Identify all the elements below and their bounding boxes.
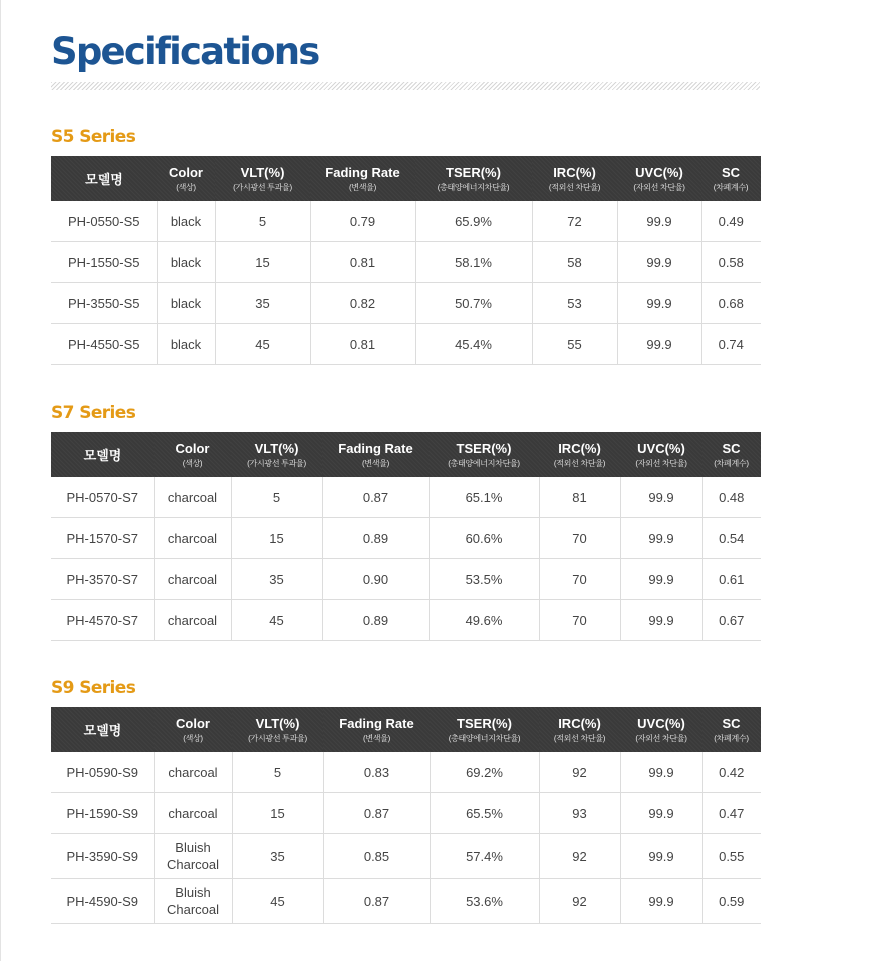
cell-uvc: 99.9 xyxy=(620,752,702,793)
header-uvc: UVC(%) (자외선 차단율) xyxy=(617,156,701,201)
series-title: S7 Series xyxy=(51,403,136,423)
cell-sc: 0.67 xyxy=(702,600,761,641)
spec-table xyxy=(51,156,761,365)
cell-tser: 65.9% xyxy=(415,201,532,242)
table-row xyxy=(51,201,761,242)
cell-irc: 93 xyxy=(539,793,620,834)
cell-sc: 0.54 xyxy=(702,518,761,559)
cell-fading: 0.81 xyxy=(310,324,415,365)
cell-fading: 0.87 xyxy=(323,793,430,834)
cell-vlt: 15 xyxy=(232,793,323,834)
cell-tser: 53.6% xyxy=(430,879,539,924)
cell-uvc: 99.9 xyxy=(620,518,702,559)
header-sc: SC (차폐계수) xyxy=(702,432,761,477)
table-row xyxy=(51,559,761,600)
cell-sc: 0.47 xyxy=(702,793,761,834)
cell-model: PH-1570-S7 xyxy=(51,518,154,559)
series-s7 xyxy=(51,402,761,641)
cell-vlt: 15 xyxy=(231,518,322,559)
cell-color: charcoal xyxy=(154,600,231,641)
cell-model: PH-1590-S9 xyxy=(51,793,154,834)
cell-model: PH-4590-S9 xyxy=(51,879,154,924)
header-irc: IRC(%) (적외선 차단율) xyxy=(539,432,620,477)
table-header-row xyxy=(51,156,761,201)
cell-sc: 0.42 xyxy=(702,752,761,793)
table-row xyxy=(51,283,761,324)
series-s9 xyxy=(51,677,761,924)
cell-tser: 45.4% xyxy=(415,324,532,365)
cell-fading: 0.90 xyxy=(322,559,429,600)
cell-model: PH-0550-S5 xyxy=(51,201,157,242)
header-fading: Fading Rate (변색율) xyxy=(310,156,415,201)
cell-fading: 0.87 xyxy=(322,477,429,518)
table-row xyxy=(51,518,761,559)
table-row xyxy=(51,752,761,793)
cell-sc: 0.55 xyxy=(702,834,761,879)
cell-irc: 70 xyxy=(539,559,620,600)
table-row xyxy=(51,242,761,283)
cell-uvc: 99.9 xyxy=(620,477,702,518)
cell-sc: 0.48 xyxy=(702,477,761,518)
cell-tser: 53.5% xyxy=(429,559,539,600)
table-row xyxy=(51,477,761,518)
cell-uvc: 99.9 xyxy=(617,324,701,365)
cell-irc: 55 xyxy=(532,324,617,365)
cell-model: PH-0590-S9 xyxy=(51,752,154,793)
cell-model: PH-4550-S5 xyxy=(51,324,157,365)
cell-color: charcoal xyxy=(154,477,231,518)
header-irc: IRC(%) (적외선 차단율) xyxy=(532,156,617,201)
cell-tser: 69.2% xyxy=(430,752,539,793)
cell-vlt: 5 xyxy=(232,752,323,793)
page-left-border xyxy=(0,0,1,961)
table-row xyxy=(51,834,761,879)
table-header-row xyxy=(51,707,761,752)
cell-color: black xyxy=(157,324,215,365)
header-vlt: VLT(%) (가시광선 투과율) xyxy=(231,432,322,477)
cell-fading: 0.79 xyxy=(310,201,415,242)
cell-tser: 65.1% xyxy=(429,477,539,518)
cell-tser: 49.6% xyxy=(429,600,539,641)
cell-vlt: 5 xyxy=(231,477,322,518)
cell-vlt: 35 xyxy=(232,834,323,879)
cell-color: charcoal xyxy=(154,793,232,834)
cell-irc: 70 xyxy=(539,600,620,641)
cell-uvc: 99.9 xyxy=(617,283,701,324)
cell-uvc: 99.9 xyxy=(620,559,702,600)
header-tser: TSER(%) (총태양에너지차단율) xyxy=(429,432,539,477)
header-tser: TSER(%) (총태양에너지차단율) xyxy=(430,707,539,752)
cell-irc: 70 xyxy=(539,518,620,559)
cell-uvc: 99.9 xyxy=(620,793,702,834)
cell-tser: 58.1% xyxy=(415,242,532,283)
cell-irc: 72 xyxy=(532,201,617,242)
cell-fading: 0.83 xyxy=(323,752,430,793)
header-color: Color (색상) xyxy=(154,707,232,752)
cell-model: PH-0570-S7 xyxy=(51,477,154,518)
cell-fading: 0.82 xyxy=(310,283,415,324)
cell-vlt: 45 xyxy=(215,324,310,365)
cell-vlt: 5 xyxy=(215,201,310,242)
table-row xyxy=(51,879,761,924)
cell-model: PH-3570-S7 xyxy=(51,559,154,600)
cell-color: charcoal xyxy=(154,518,231,559)
cell-uvc: 99.9 xyxy=(620,600,702,641)
header-color: Color (색상) xyxy=(157,156,215,201)
header-model: 모델명 xyxy=(51,707,154,752)
cell-color: black xyxy=(157,201,215,242)
cell-tser: 60.6% xyxy=(429,518,539,559)
cell-fading: 0.89 xyxy=(322,518,429,559)
cell-fading: 0.89 xyxy=(322,600,429,641)
table-row xyxy=(51,600,761,641)
cell-color: black xyxy=(157,283,215,324)
cell-model: PH-4570-S7 xyxy=(51,600,154,641)
cell-irc: 92 xyxy=(539,879,620,924)
header-irc: IRC(%) (적외선 차단율) xyxy=(539,707,620,752)
cell-tser: 50.7% xyxy=(415,283,532,324)
cell-sc: 0.61 xyxy=(702,559,761,600)
header-uvc: UVC(%) (자외선 차단율) xyxy=(620,707,702,752)
header-color: Color (색상) xyxy=(154,432,231,477)
cell-fading: 0.87 xyxy=(323,879,430,924)
cell-model: PH-1550-S5 xyxy=(51,242,157,283)
spec-table xyxy=(51,432,761,641)
cell-sc: 0.74 xyxy=(701,324,761,365)
header-fading: Fading Rate (변색율) xyxy=(323,707,430,752)
cell-tser: 57.4% xyxy=(430,834,539,879)
series-title: S5 Series xyxy=(51,127,136,147)
cell-sc: 0.68 xyxy=(701,283,761,324)
cell-irc: 92 xyxy=(539,752,620,793)
header-tser: TSER(%) (총태양에너지차단율) xyxy=(415,156,532,201)
series-s5 xyxy=(51,126,761,365)
header-fading: Fading Rate (변색율) xyxy=(322,432,429,477)
header-model: 모델명 xyxy=(51,156,157,201)
header-vlt: VLT(%) (가시광선 투과율) xyxy=(232,707,323,752)
cell-uvc: 99.9 xyxy=(620,834,702,879)
cell-sc: 0.49 xyxy=(701,201,761,242)
cell-vlt: 45 xyxy=(231,600,322,641)
cell-color: Bluish Charcoal xyxy=(154,879,232,924)
title-divider xyxy=(51,82,760,90)
cell-uvc: 99.9 xyxy=(617,242,701,283)
cell-uvc: 99.9 xyxy=(620,879,702,924)
cell-model: PH-3590-S9 xyxy=(51,834,154,879)
cell-fading: 0.85 xyxy=(323,834,430,879)
cell-model: PH-3550-S5 xyxy=(51,283,157,324)
header-uvc: UVC(%) (자외선 차단율) xyxy=(620,432,702,477)
table-header-row xyxy=(51,432,761,477)
spec-table xyxy=(51,707,761,924)
table-row xyxy=(51,793,761,834)
cell-color: black xyxy=(157,242,215,283)
cell-uvc: 99.9 xyxy=(617,201,701,242)
series-title: S9 Series xyxy=(51,678,136,698)
cell-vlt: 35 xyxy=(215,283,310,324)
cell-fading: 0.81 xyxy=(310,242,415,283)
header-model: 모델명 xyxy=(51,432,154,477)
cell-irc: 53 xyxy=(532,283,617,324)
header-vlt: VLT(%) (가시광선 투과율) xyxy=(215,156,310,201)
cell-vlt: 45 xyxy=(232,879,323,924)
cell-vlt: 15 xyxy=(215,242,310,283)
header-sc: SC (차폐계수) xyxy=(701,156,761,201)
cell-sc: 0.59 xyxy=(702,879,761,924)
cell-color: charcoal xyxy=(154,752,232,793)
table-row xyxy=(51,324,761,365)
page-title: Specifications xyxy=(51,30,319,73)
cell-color: Bluish Charcoal xyxy=(154,834,232,879)
cell-irc: 92 xyxy=(539,834,620,879)
cell-vlt: 35 xyxy=(231,559,322,600)
cell-irc: 81 xyxy=(539,477,620,518)
header-sc: SC (차폐계수) xyxy=(702,707,761,752)
cell-tser: 65.5% xyxy=(430,793,539,834)
cell-sc: 0.58 xyxy=(701,242,761,283)
cell-irc: 58 xyxy=(532,242,617,283)
cell-color: charcoal xyxy=(154,559,231,600)
